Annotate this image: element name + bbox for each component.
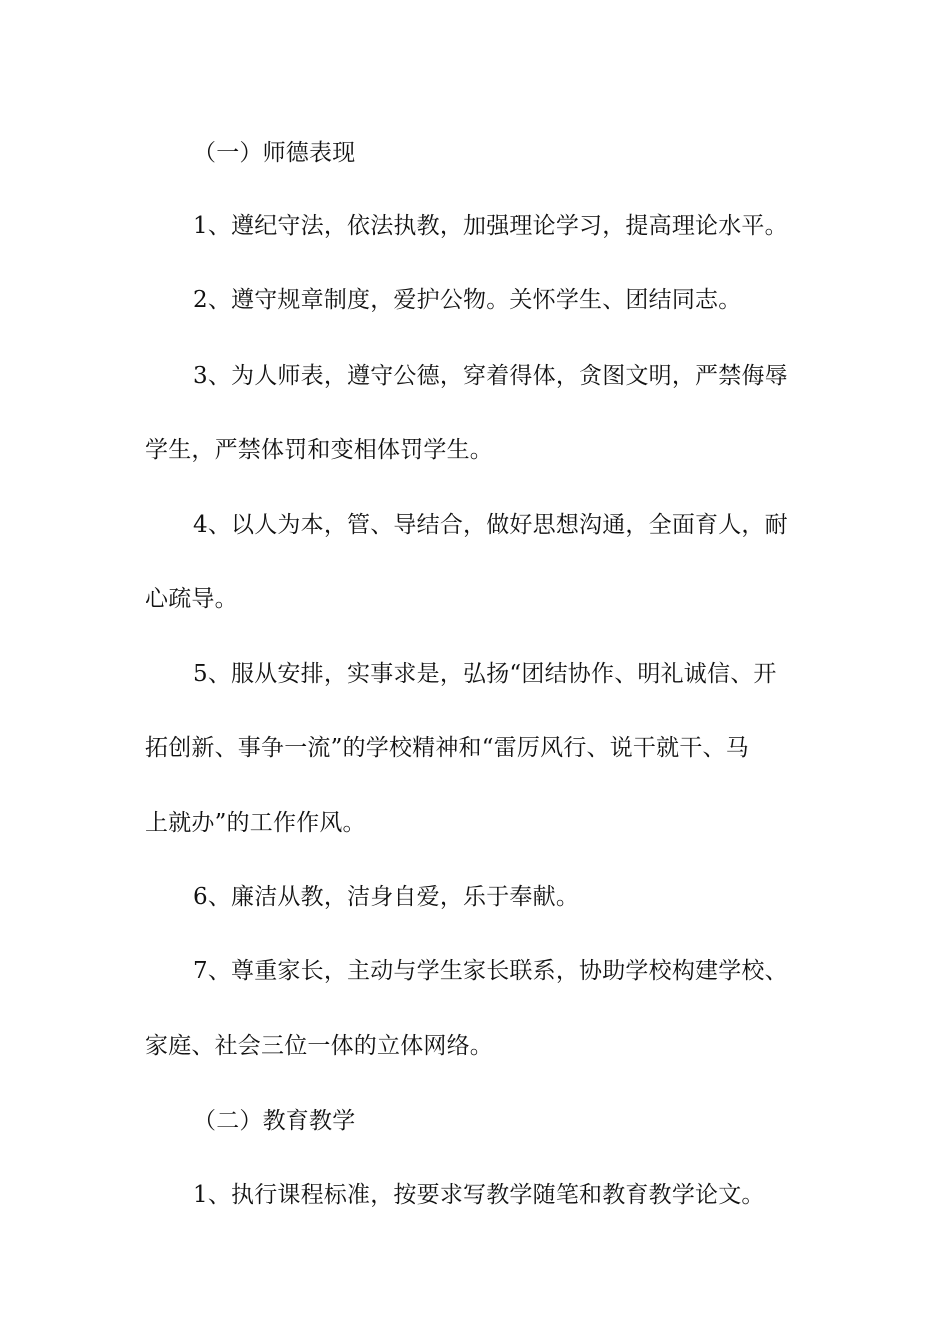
paragraph-line: 学生，严禁体罚和变相体罚学生。 [145,437,493,463]
paragraph-line: 家庭、社会三位一体的立体网络。 [145,1033,493,1059]
paragraph-line: 3、为人师表，遵守公德，穿着得体，贪图文明，严禁侮辱 [193,363,788,389]
section-heading-1: （一）师德表现 [193,140,356,166]
paragraph-line: 1、执行课程标准，按要求写教学随笔和教育教学论文。 [193,1182,765,1208]
paragraph-line: 6、廉洁从教，洁身自爱，乐于奉献。 [193,884,580,910]
paragraph-line: 心疏导。 [145,586,238,612]
paragraph-line: 上就办”的工作作风。 [145,810,366,836]
paragraph-line: 1、遵纪守法，依法执教，加强理论学习，提高理论水平。 [193,213,788,239]
paragraph-line: 7、尊重家长，主动与学生家长联系，协助学校构建学校、 [193,958,788,984]
paragraph-line: 5、服从安排，实事求是，弘扬“团结协作、明礼诚信、开 [193,661,777,687]
paragraph-line: 拓创新、事争一流”的学校精神和“雷厉风行、说干就干、马 [145,735,749,761]
paragraph-line: 4、以人为本，管、导结合，做好思想沟通，全面育人，耐 [193,512,788,538]
paragraph-line: 2、遵守规章制度，爱护公物。关怀学生、团结同志。 [193,287,742,313]
section-heading-2: （二）教育教学 [193,1108,356,1134]
